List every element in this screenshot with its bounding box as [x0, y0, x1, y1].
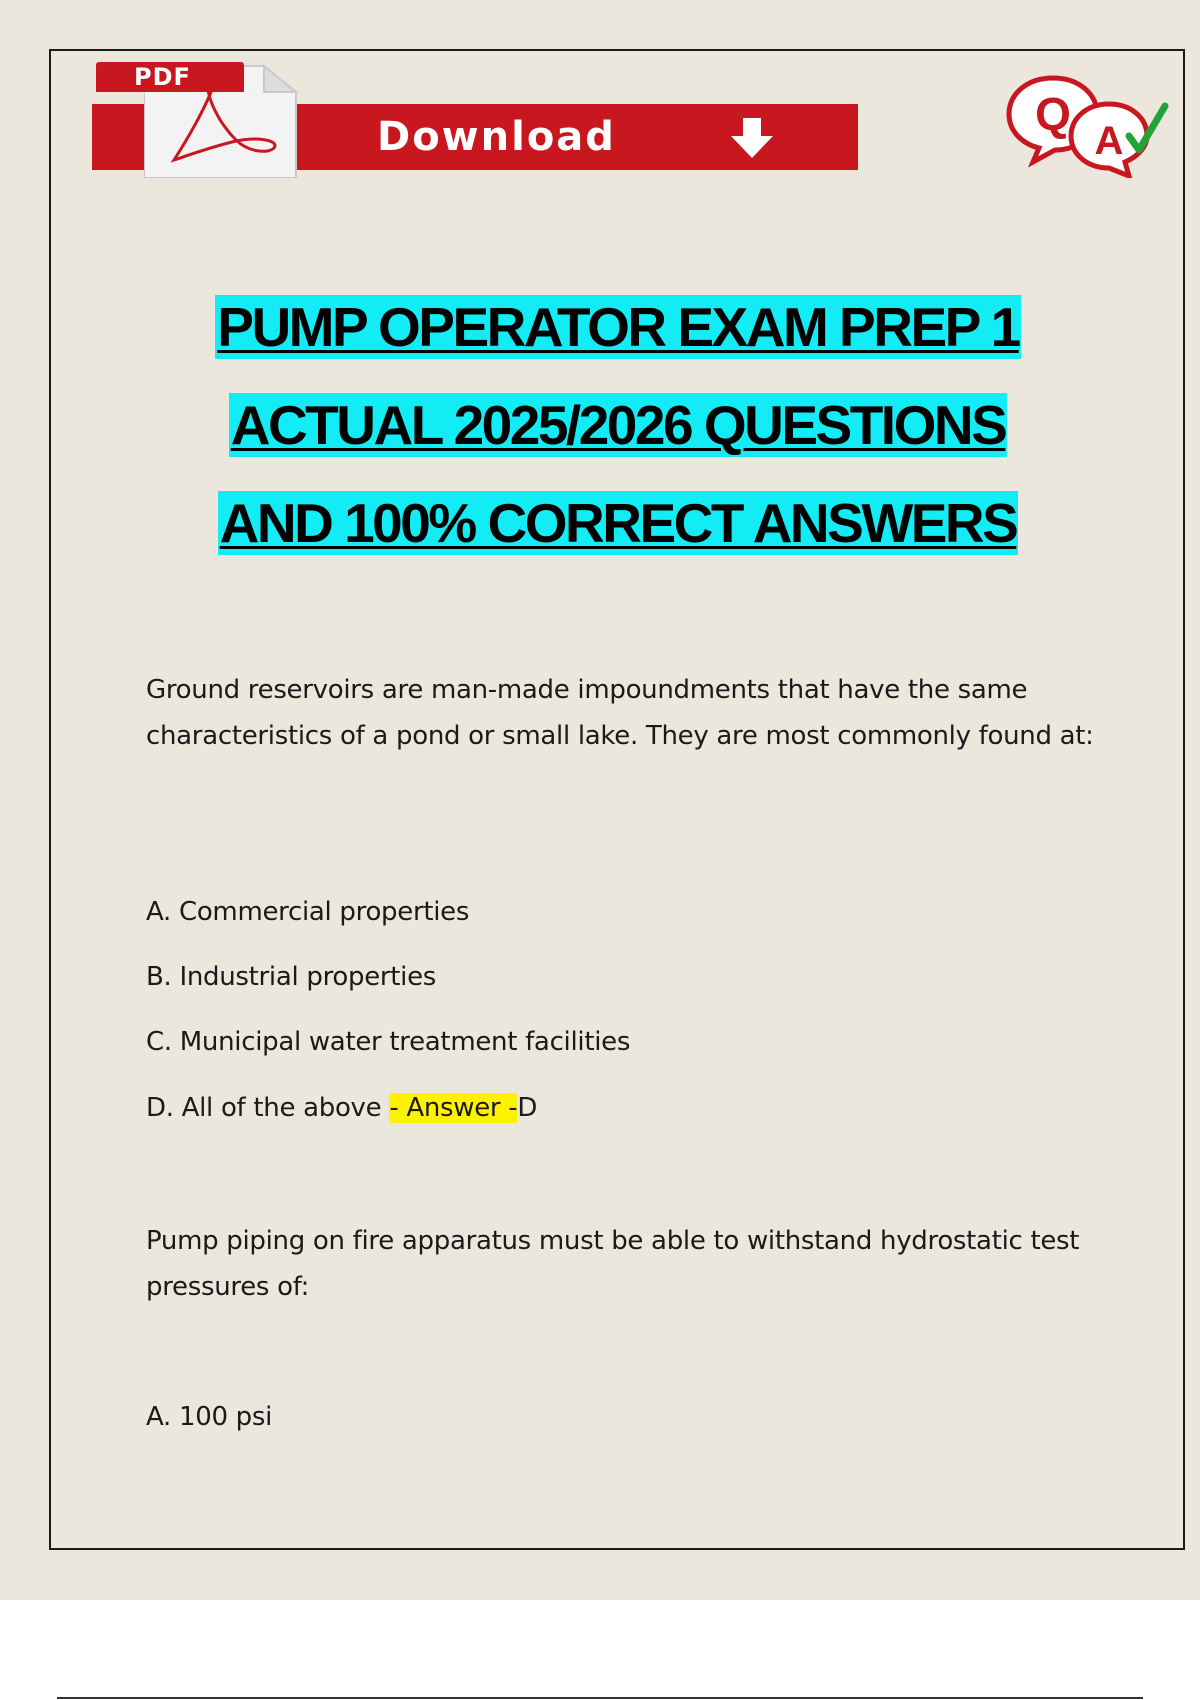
download-label: Download	[377, 114, 616, 160]
qa-check-logo	[1005, 74, 1171, 178]
page-border	[49, 49, 1185, 1550]
question-2-option-a: A. 100 psi	[146, 1402, 273, 1432]
pdf-tag: PDF	[96, 62, 244, 92]
answer-marker: - Answer -	[389, 1093, 518, 1123]
title-line-2: ACTUAL 2025/2026 QUESTIONS	[230, 394, 1006, 456]
download-bar[interactable]	[297, 104, 858, 170]
banner-left-block	[92, 104, 152, 170]
question-1-option-b: B. Industrial properties	[146, 962, 437, 992]
question-1-option-d	[146, 1088, 537, 1128]
answer-value: D	[517, 1093, 538, 1123]
question-1-text: Ground reservoirs are man-made impoundments that have the same characteristics of a pond or small lake. They are most commonly found at:	[146, 675, 1094, 751]
question-1-option-a: A. Commercial properties	[146, 897, 470, 927]
question-2-text: Pump piping on fire apparatus must be able to withstand hydrostatic test pressures of:	[146, 1226, 1080, 1302]
bottom-divider	[57, 1697, 1143, 1699]
a-letter: A	[1094, 119, 1124, 163]
title-line-3: AND 100% CORRECT ANSWERS	[219, 492, 1017, 554]
question-1-option-c: C. Municipal water treatment facilities	[146, 1027, 631, 1057]
down-arrow-icon	[727, 116, 777, 160]
pdf-download-banner[interactable]	[92, 62, 858, 178]
title-line-1: PUMP OPERATOR EXAM PREP 1	[217, 296, 1019, 358]
option-d-text: D. All of the above	[146, 1093, 382, 1123]
document-title	[0, 295, 1200, 589]
q-letter: Q	[1035, 88, 1071, 140]
